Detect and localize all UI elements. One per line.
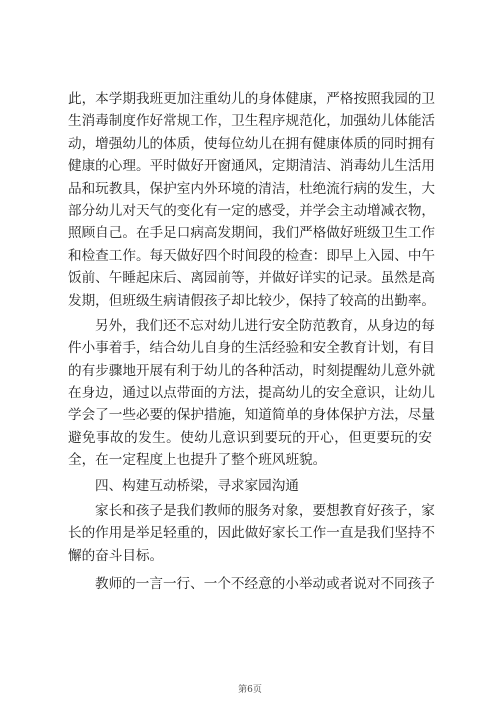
- text-line: 健康的心理。平时做好开窗通风，定期清洁、消毒幼儿生活用: [68, 158, 436, 175]
- text-line: 和检查工作。每天做好四个时间段的检查：即早上入园、中午: [68, 247, 436, 264]
- text-line: 此，本学期我班更加注重幼儿的身体健康，严格按照我园的卫: [68, 91, 436, 107]
- text-line: 生消毒制度作好常规工作，卫生程序规范化，加强幼儿体能活: [68, 113, 436, 130]
- text-line: 长的作用是举足轻重的，因此做好家长工作一直是我们坚持不: [68, 525, 436, 542]
- text-line: 学会了一些必要的保护措施，知道简单的身体保护方法，尽量: [68, 407, 436, 424]
- text-line: 家长和孩子是我们教师的服务对象，要想教育好孩子，家: [95, 503, 435, 520]
- text-line: 动，增强幼儿的体质，使每位幼儿在拥有健康体质的同时拥有: [68, 135, 436, 152]
- text-line: 照顾自己。在手足口病高发期间，我们严格做好班级卫生工作: [68, 225, 436, 242]
- text-line: 四、构建互动桥梁，寻求家园沟通: [95, 477, 299, 494]
- document-body: [68, 88, 436, 596]
- text-line: 的有步骤地开展有利于幼儿的各种活动，时刻提醒幼儿意外就: [68, 362, 436, 379]
- text-line: 另外，我们还不忘对幼儿进行安全防范教育，从身边的每: [95, 317, 435, 334]
- text-line: 全，在一定程度上也提升了整个班风班貌。: [68, 452, 327, 469]
- text-line: 避免事故的发生。使幼儿意识到要玩的开心，但更要玩的安: [68, 429, 432, 446]
- text-line: 品和玩教具，保护室内外环境的清洁，杜绝流行病的发生，大: [68, 180, 436, 197]
- text-line: 在身边，通过以点带面的方法，提高幼儿的安全意识，让幼儿: [68, 385, 436, 402]
- page-number: 第6页: [238, 685, 262, 695]
- text-line: 饭前、午睡起床后、离园前等，并做好详实的记录。虽然是高: [68, 270, 436, 287]
- text-line: 部分幼儿对天气的变化有一定的感受，并学会主动增减衣物，: [68, 202, 436, 219]
- text-line: 教师的一言一行、一个不经意的小举动或者说对不同孩子: [95, 576, 435, 593]
- text-line: 懈的奋斗目标。: [68, 547, 164, 564]
- text-line: 件小事着手，结合幼儿自身的生活经验和安全教育计划，有目: [68, 340, 436, 357]
- text-line: 发期，但班级生病请假孩子却比较少，保持了较高的出勤率。: [68, 292, 436, 309]
